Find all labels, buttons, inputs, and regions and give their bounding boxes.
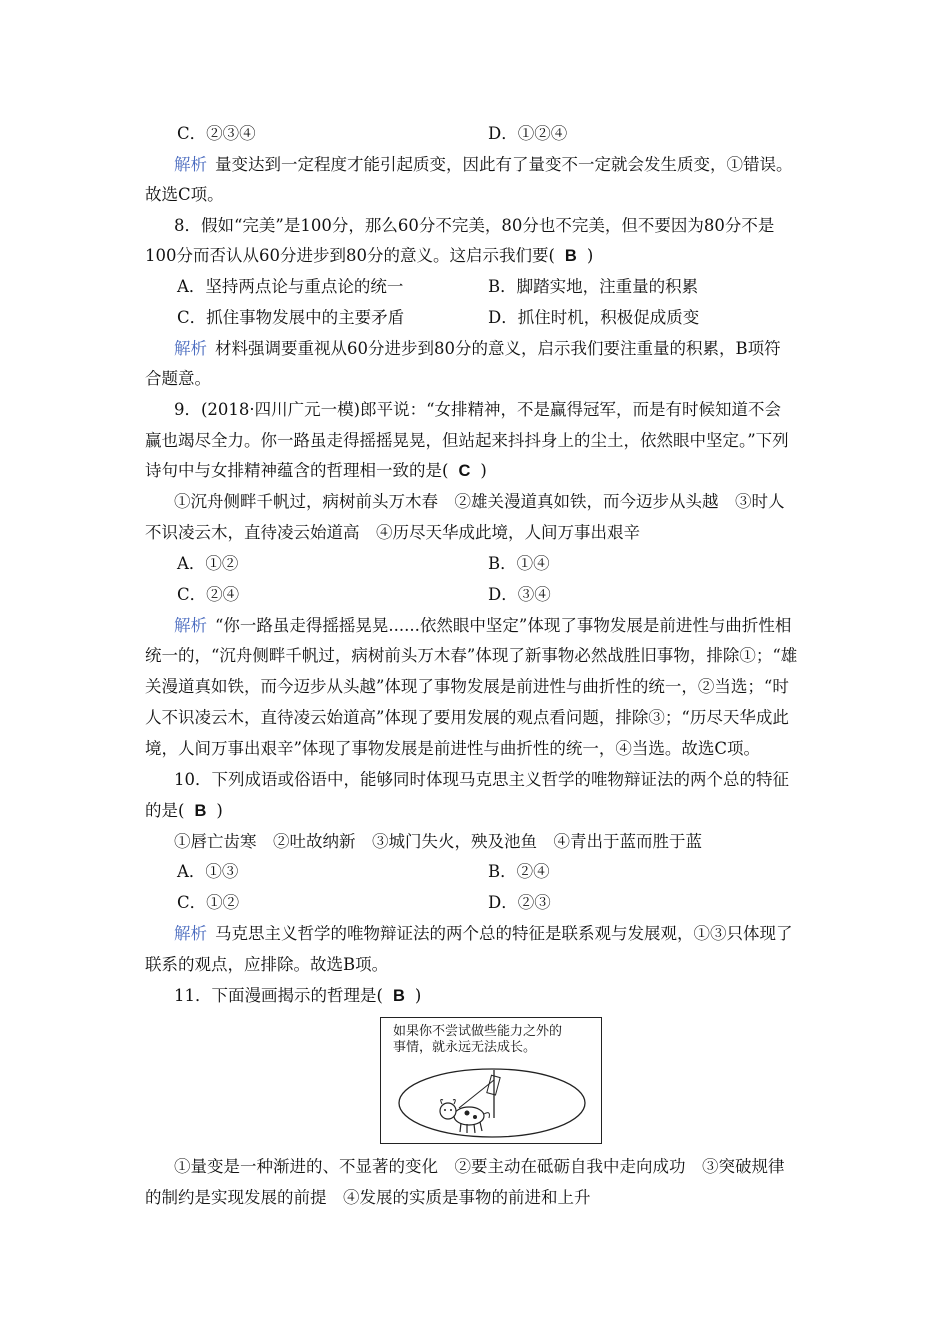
analysis-label: 解析 xyxy=(174,155,207,174)
question-items-cont: 不识凌云木，直待凌云始道高 ④历尽天华成此境，人间万事出艰辛 xyxy=(145,523,640,542)
analysis-cont: 境，人间万事出艰辛”体现了事物发展是前进性与曲折性的统一，④当选。故选C项。 xyxy=(145,739,761,758)
option-a: A．①② xyxy=(177,554,239,573)
analysis-label: 解析 xyxy=(174,339,207,358)
analysis: 解析 马克思主义哲学的唯物辩证法的两个总的特征是联系观与发展观，①③只体现了 xyxy=(174,924,793,943)
analysis-cont: 关漫道真如铁，而今迈步从头越”体现了事物发展是前进性与曲折性的统一，②当选；“时 xyxy=(145,677,789,696)
analysis: 解析 量变达到一定程度才能引起质变，因此有了量变不一定就会发生质变，①错误。 xyxy=(174,155,793,174)
option-d: D．①②④ xyxy=(488,124,568,143)
question-stem-cont: 的是( B ) xyxy=(145,801,223,820)
question-items: ①唇亡齿寒 ②吐故纳新 ③城门失火，殃及池鱼 ④青出于蓝而胜于蓝 xyxy=(174,832,702,851)
option-c: C．②④ xyxy=(177,585,240,604)
option-b: B．脚踏实地，注重量的积累 xyxy=(488,277,699,296)
question-items-cont: 的制约是实现发展的前提 ④发展的实质是事物的前进和上升 xyxy=(145,1188,591,1207)
option-d: D．②③ xyxy=(488,893,551,912)
analysis-cont: 故选C项。 xyxy=(145,185,224,204)
analysis-label: 解析 xyxy=(174,924,207,943)
option-c: C．抓住事物发展中的主要矛盾 xyxy=(177,308,405,327)
comic-illustration xyxy=(380,1017,602,1144)
question-stem-cont: 100分而否认从60分进步到80分的意义。这启示我们要( B ) xyxy=(145,246,594,265)
analysis-cont: 合题意。 xyxy=(145,369,211,388)
question-stem-cont: 赢也竭尽全力。你一路虽走得摇摇晃晃，但站起来抖抖身上的尘土，依然眼中坚定。”下列 xyxy=(145,431,789,450)
analysis: 解析 “你一路虽走得摇摇晃晃......依然眼中坚定”体现了事物发展是前进性与曲折性相 xyxy=(174,616,792,635)
analysis: 解析 材料强调要重视从60分进步到80分的意义，启示我们要注重量的积累，B项符 xyxy=(174,339,781,358)
question-stem: 10．下列成语或俗语中，能够同时体现马克思主义哲学的唯物辩证法的两个总的特征 xyxy=(174,770,789,789)
option-b: B．②④ xyxy=(488,862,550,881)
option-c: C．①② xyxy=(177,893,240,912)
answer: B xyxy=(194,802,207,820)
question-items: ①量变是一种渐进的、不显著的变化 ②要主动在砥砺自我中走向成功 ③突破规律 xyxy=(174,1157,785,1176)
cow-in-circle-drawing xyxy=(381,1018,603,1145)
option-a: A．①③ xyxy=(177,862,239,881)
option-c: C．②③④ xyxy=(177,124,256,143)
analysis-cont: 人不识凌云木，直待凌云始道高”体现了要用发展的观点看问题，排除③；“历尽天华成此 xyxy=(145,708,789,727)
option-d: D．抓住时机，积极促成质变 xyxy=(488,308,700,327)
question-stem: 9．(2018·四川广元一模)郎平说：“女排精神，不是赢得冠军，而是有时候知道不会 xyxy=(174,400,782,419)
answer: B xyxy=(564,247,577,265)
question-stem: 8．假如“完美”是100分，那么60分不完美，80分也不完美，但不要因为80分不是 xyxy=(174,216,775,235)
option-d: D．③④ xyxy=(488,585,551,604)
answer: B xyxy=(392,987,405,1005)
analysis-cont: 统一的，“沉舟侧畔千帆过，病树前头万木春”体现了新事物必然战胜旧事物，排除①；“雄 xyxy=(145,646,798,665)
comic-caption: 如果你不尝试做些能力之外的 事情，就永远无法成长。 xyxy=(393,1024,563,1055)
analysis-cont: 联系的观点，应排除。故选B项。 xyxy=(145,955,389,974)
option-b: B．①④ xyxy=(488,554,550,573)
question-stem: 11．下面漫画揭示的哲理是( B ) xyxy=(174,986,422,1005)
question-items: ①沉舟侧畔千帆过，病树前头万木春 ②雄关漫道真如铁，而今迈步从头越 ③时人 xyxy=(174,492,785,511)
question-stem-cont: 诗句中与女排精神蕴含的哲理相一致的是( C ) xyxy=(145,461,487,480)
option-a: A．坚持两点论与重点论的统一 xyxy=(177,277,404,296)
analysis-label: 解析 xyxy=(174,616,207,635)
answer: C xyxy=(458,462,471,480)
